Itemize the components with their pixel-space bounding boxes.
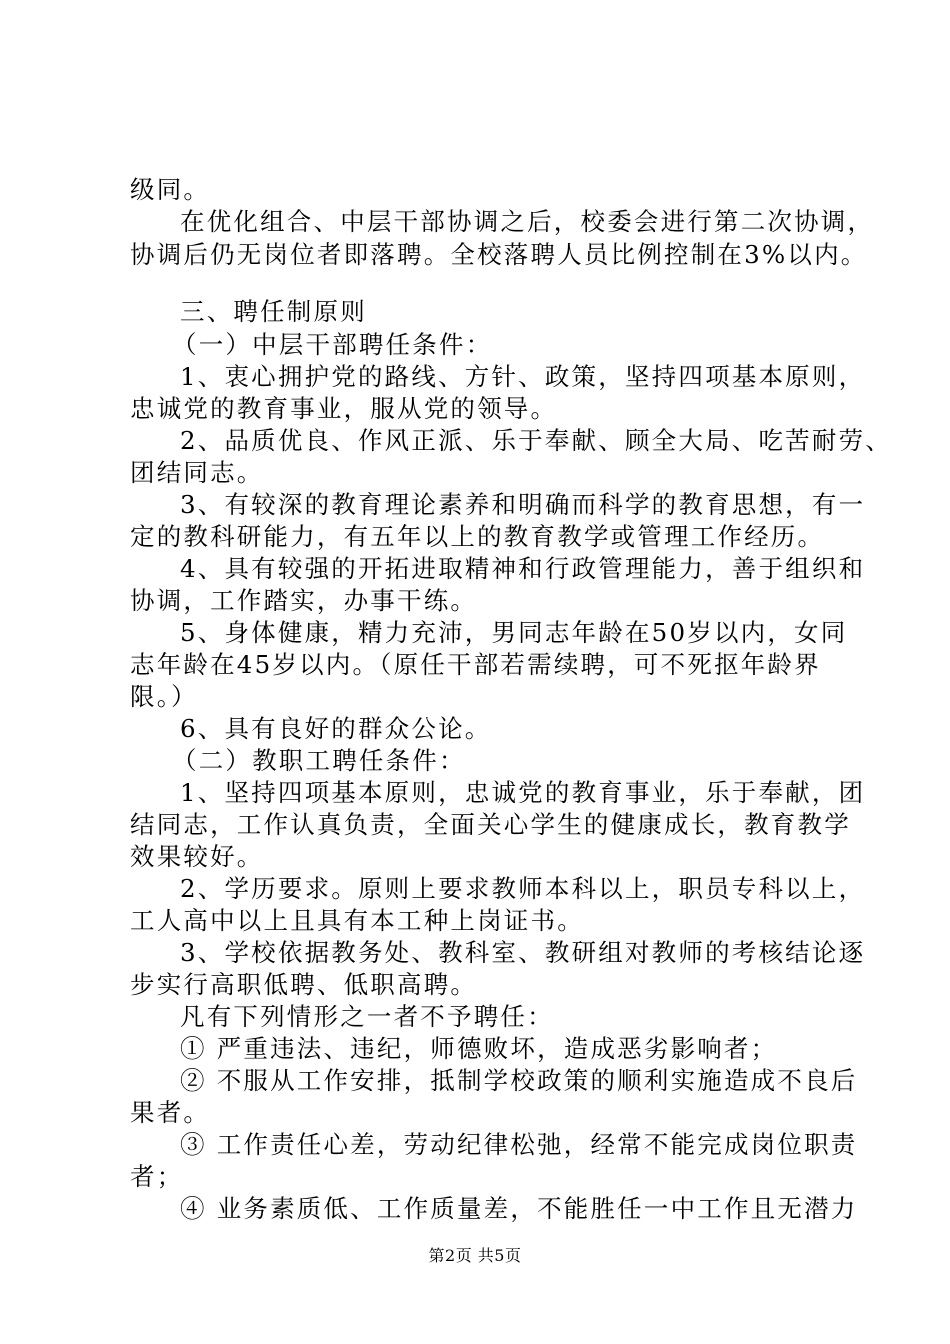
- text-line: 2、学历要求。原则上要求教师本科以上，职员专科以上，: [180, 874, 866, 903]
- text-line: 1、衷心拥护党的路线、方针、政策，坚持四项基本原则，: [180, 362, 866, 391]
- text-line: 2、品质优良、作风正派、乐于奉献、顾全大局、吃苦耐劳、: [180, 426, 892, 455]
- text-line: 3、学校依据教务处、教科室、教研组对教师的考核结论逐: [180, 938, 866, 967]
- text-line: 志年龄在45岁以内。（原任干部若需续聘，可不死抠年龄界: [130, 650, 821, 679]
- text-line: 1、坚持四项基本原则，忠诚党的教育事业，乐于奉献，团: [180, 778, 866, 807]
- text-line: 效果较好。: [130, 842, 264, 871]
- text-line: 5、身体健康，精力充沛，男同志年龄在50岁以内，女同: [180, 618, 848, 647]
- text-line: 忠诚党的教育事业，服从党的领导。: [130, 394, 558, 423]
- text-line: 团结同志。: [130, 458, 264, 487]
- text-line: 定的教科研能力，有五年以上的教育教学或管理工作经历。: [130, 522, 825, 551]
- page-number-footer: 第2页 共5页: [428, 1246, 522, 1265]
- text-line: 在优化组合、中层干部协调之后，校委会进行第二次协调，: [180, 207, 875, 236]
- text-line: 协调，工作踏实，办事干练。: [130, 586, 478, 615]
- text-line: 凡有下列情形之一者不予聘任：: [180, 1002, 554, 1031]
- text-line: 者；: [130, 1162, 184, 1191]
- text-line: 协调后仍无岗位者即落聘。全校落聘人员比例控制在3%以内。: [130, 240, 868, 269]
- list-item: ④ 业务素质低、工作质量差，不能胜任一中工作且无潜力: [180, 1194, 858, 1223]
- text-line: 工人高中以上且具有本工种上岗证书。: [130, 906, 584, 935]
- text-line: 级同。: [130, 175, 211, 204]
- subsection-heading: （二）教职工聘任条件：: [172, 746, 466, 775]
- list-item: ② 不服从工作安排，抵制学校政策的顺利实施造成不良后: [180, 1066, 858, 1095]
- subsection-heading: （一）中层干部聘任条件：: [172, 330, 493, 359]
- text-line: 6、具有良好的群众公论。: [180, 714, 492, 743]
- section-heading: 三、聘任制原则: [180, 297, 367, 326]
- list-item: ① 严重违法、违纪，师德败坏，造成恶劣影响者；: [180, 1034, 778, 1063]
- text-line: 限。）: [130, 682, 198, 711]
- list-item: ③ 工作责任心差，劳动纪律松弛，经常不能完成岗位职责: [180, 1130, 858, 1159]
- text-line: 结同志，工作认真负责，全面关心学生的健康成长，教育教学: [130, 810, 851, 839]
- text-line: 3、有较深的教育理论素养和明确而科学的教育思想，有一: [180, 490, 866, 519]
- text-line: 步实行高职低聘、低职高聘。: [130, 970, 478, 999]
- text-line: 果者。: [130, 1098, 211, 1127]
- text-line: 4、具有较强的开拓进取精神和行政管理能力，善于组织和: [180, 554, 866, 583]
